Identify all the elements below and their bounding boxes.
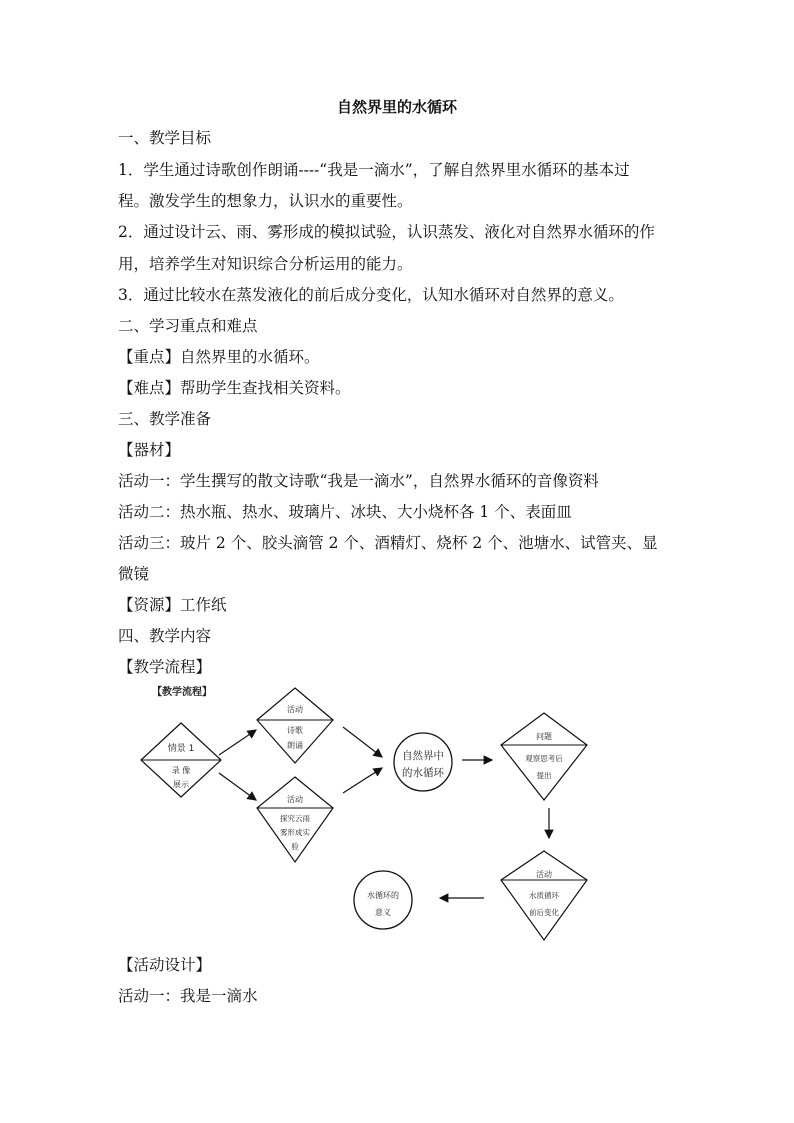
activity-experiment-label: 活动 <box>287 795 303 804</box>
question-text-2: 提出 <box>536 771 552 780</box>
activity-2-materials: 活动二：热水瓶、热水、玻璃片、冰块、大小烧杯各 1 个、表面皿 <box>118 503 572 521</box>
water-quality-diamond <box>501 851 587 940</box>
water-cycle-circle <box>394 733 452 791</box>
difficult-point: 【难点】帮助学生查找相关资料。 <box>118 379 351 397</box>
arrow-experiment-to-center <box>343 768 382 793</box>
goal-1-line-1: 1．学生通过诗歌创作朗诵----“我是一滴水”，了解自然界里水循环的基本过 <box>118 161 630 179</box>
activity-experiment-text-1: 探究云雨 <box>280 814 310 823</box>
heading-preparation: 三、教学准备 <box>118 410 212 428</box>
meaning-text-1: 水循环的 <box>367 891 399 900</box>
scene-1-text-1: 录 像 <box>171 766 191 775</box>
activity-3-materials-line-2: 微镜 <box>118 565 150 583</box>
document-title: 自然界里的水循环 <box>336 98 457 116</box>
water-quality-text-1: 水质循环 <box>529 891 559 900</box>
activity-poem-text-2: 朗诵 <box>287 741 303 750</box>
arrow-scene-to-poem <box>219 730 256 755</box>
activity-design-label: 【活动设计】 <box>118 956 212 974</box>
question-text-1: 观察思考后 <box>525 754 563 763</box>
water-quality-label: 活动 <box>536 870 552 879</box>
activity-poem-label: 活动 <box>287 705 303 714</box>
activity-experiment-text-3: 验 <box>291 842 299 851</box>
scene-1-diamond <box>141 723 221 797</box>
heading-teaching-content: 四、教学内容 <box>118 627 212 645</box>
goal-3: 3．通过比较水在蒸发液化的前后成分变化，认知水循环对自然界的意义。 <box>118 286 624 304</box>
question-diamond <box>501 713 587 800</box>
activity-1-materials: 活动一：学生撰写的散文诗歌“我是一滴水”，自然界水循环的音像资料 <box>118 472 599 490</box>
key-point: 【重点】自然界里的水循环。 <box>118 348 320 366</box>
resources-label: 【资源】工作纸 <box>118 596 227 614</box>
goal-2-line-1: 2．通过设计云、雨、雾形成的模拟试验，认识蒸发、液化对自然界水循环的作 <box>118 223 655 241</box>
activity-3-materials-line-1: 活动三：玻片 2 个、胶头滴管 2 个、酒精灯、烧杯 2 个、池塘水、试管夹、显 <box>118 534 658 552</box>
water-cycle-text-1: 自然界中 <box>402 750 444 762</box>
heading-teaching-goals: 一、教学目标 <box>118 129 212 147</box>
arrow-poem-to-center <box>343 727 382 757</box>
meaning-circle <box>354 871 412 929</box>
teaching-flowchart <box>135 680 605 950</box>
activity-experiment-diamond <box>257 777 333 862</box>
heading-key-points: 二、学习重点和难点 <box>118 317 258 335</box>
activity-1-heading: 活动一：我是一滴水 <box>118 987 258 1005</box>
arrow-scene-to-experiment <box>219 773 256 800</box>
goal-1-line-2: 程。激发学生的想象力，认识水的重要性。 <box>118 192 413 210</box>
activity-poem-text-1: 诗歌 <box>287 726 303 735</box>
water-quality-text-2: 前后变化 <box>529 908 559 917</box>
equipment-label: 【器材】 <box>118 441 181 459</box>
activity-poem-diamond <box>257 688 333 763</box>
water-cycle-text-2: 的水循环 <box>402 767 444 779</box>
goal-2-line-2: 用，培养学生对知识综合分析运用的能力。 <box>118 255 413 273</box>
flowchart-corner-label: 【教学流程】 <box>152 687 212 698</box>
meaning-text-2: 意义 <box>375 908 391 917</box>
scene-1-label: 情景 1 <box>167 744 195 754</box>
teaching-flow-label: 【教学流程】 <box>118 658 212 676</box>
question-label: 问题 <box>536 732 552 741</box>
activity-experiment-text-2: 雾形成实 <box>280 828 310 837</box>
scene-1-text-2: 展示 <box>173 780 189 789</box>
